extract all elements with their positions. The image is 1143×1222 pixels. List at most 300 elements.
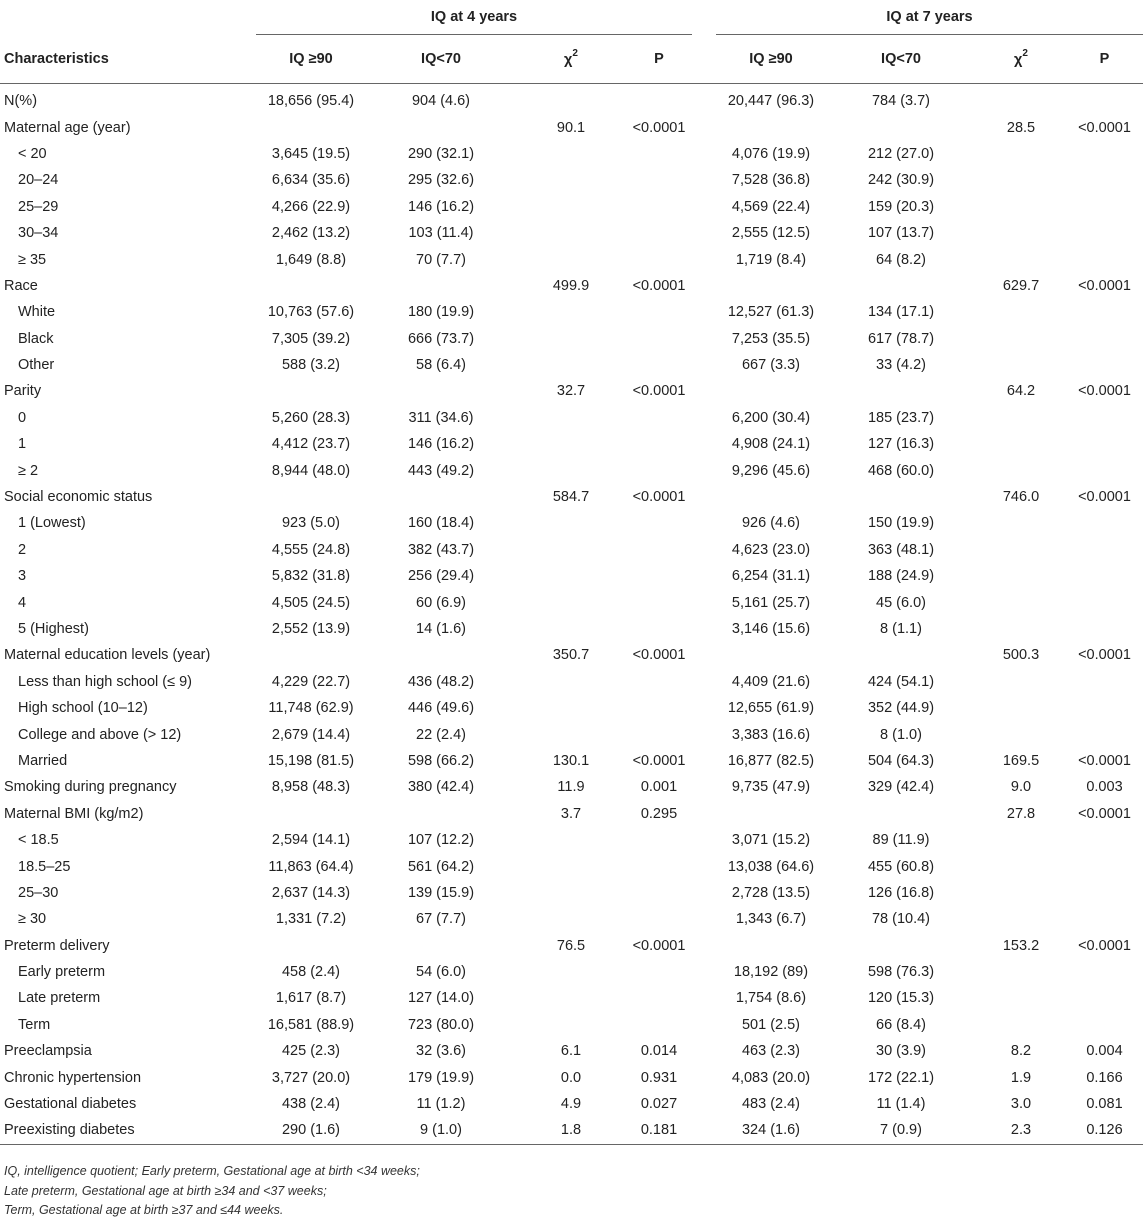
column-gap [692,1038,716,1064]
cell-iq-low-4y: 382 (43.7) [407,541,475,558]
cell-iq-high-4y: 290 (1.6) [256,1117,366,1144]
column-gap [692,1012,716,1038]
cell-p-7y [1066,669,1143,695]
cell-chi-square-4y [516,695,626,721]
cell-iq-low-4y [366,378,516,404]
row-label: ≥ 30 [18,911,47,928]
cell-iq-high-7y: 18,192 (89) [733,964,809,981]
cell-chi-square-4y [516,194,626,220]
column-gap [692,774,716,800]
cell-p-4y: <0.0001 [632,119,686,136]
cell-chi-square-7y [976,906,1066,932]
cell-p-4y [626,299,692,325]
cell-iq-high-7y: 12,527 (61.3) [727,304,815,321]
cell-iq-high-7y: 16,877 (82.5) [727,752,815,769]
table-row [0,484,1143,510]
column-gap [692,933,716,959]
cell-iq-low-4y: 22 (2.4) [416,726,466,743]
table-row [0,563,1143,589]
column-gap [692,84,716,115]
header-p-7y: P [1066,35,1143,84]
cell-p-7y [1066,220,1143,246]
cell-chi-square-4y [516,167,626,193]
cell-chi-square-7y [976,537,1066,563]
cell-p-4y [626,167,692,193]
cell-p-7y [1066,827,1143,853]
cell-p-7y [1066,1012,1143,1038]
table-header [0,0,1143,84]
cell-p-7y [1066,431,1143,457]
cell-p-4y: 0.295 [640,805,678,822]
cell-iq-high-4y: 4,229 (22.7) [271,673,351,690]
cell-p-4y: <0.0001 [632,489,686,506]
table-row [0,933,1143,959]
table-row [0,774,1143,800]
cell-chi-square-7y: 64.2 [1006,383,1036,400]
cell-iq-low-7y: 784 (3.7) [871,93,931,110]
cell-iq-high-7y: 7,253 (35.5) [731,330,811,347]
cell-iq-low-4y: 11 (1.2) [416,1096,466,1113]
cell-iq-high-7y: 12,655 (61.9) [727,700,815,717]
column-gap [692,220,716,246]
cell-p-7y: <0.0001 [1078,805,1131,822]
cell-chi-square-4y: 584.7 [552,489,590,506]
table-row [0,378,1143,404]
cell-chi-square-4y [516,431,626,457]
cell-iq-high-4y: 15,198 (81.5) [267,752,355,769]
cell-chi-square-4y [516,563,626,589]
row-label: High school (10–12) [18,700,148,717]
header-p-4y: P [626,35,692,84]
cell-iq-low-7y: 66 (8.4) [876,1016,926,1033]
cell-p-4y [626,537,692,563]
cell-p-4y [626,906,692,932]
cell-iq-low-4y: 60 (6.9) [416,594,466,611]
cell-p-4y [626,84,692,115]
cell-iq-high-4y: 425 (2.3) [281,1043,341,1060]
cell-chi-square-4y [516,299,626,325]
cell-iq-high-4y: 2,594 (14.1) [271,832,351,849]
row-label: < 20 [18,145,47,162]
cell-p-7y [1066,84,1143,115]
cell-chi-square-7y [976,1012,1066,1038]
cell-iq-low-4y: 598 (66.2) [407,752,475,769]
cell-iq-high-7y: 5,161 (25.7) [731,594,811,611]
cell-p-4y [626,721,692,747]
cell-chi-square-7y: 629.7 [1002,277,1040,294]
cell-iq-high-4y: 6,634 (35.6) [271,172,351,189]
cell-iq-high-7y: 3,071 (15.2) [731,832,811,849]
column-gap [692,246,716,272]
header-iq-low-7y: IQ<70 [826,35,976,84]
table-row [0,326,1143,352]
cell-p-4y: 0.027 [640,1096,678,1113]
cell-iq-low-4y: 295 (32.6) [407,172,475,189]
cell-iq-high-4y: 10,763 (57.6) [267,304,355,321]
chi-superscript: 2 [1022,48,1028,60]
table-row [0,748,1143,774]
cell-p-4y [626,246,692,272]
cell-iq-low-7y: 89 (11.9) [872,832,930,849]
header-gap [692,35,716,84]
cell-p-4y: 0.181 [626,1117,692,1144]
table-row [0,853,1143,879]
cell-iq-high-7y: 4,569 (22.4) [731,198,811,215]
cell-p-7y: 0.004 [1086,1043,1123,1060]
row-label: Chronic hypertension [4,1069,142,1086]
table-row [0,194,1143,220]
cell-iq-low-7y: 468 (60.0) [867,462,935,479]
column-gap [692,141,716,167]
cell-iq-low-7y: 33 (4.2) [876,357,926,374]
cell-p-4y [626,326,692,352]
cell-chi-square-7y [976,194,1066,220]
cell-p-4y: <0.0001 [632,383,686,400]
cell-p-7y [1066,352,1143,378]
cell-chi-square-7y: 2.3 [976,1117,1066,1144]
cell-chi-square-4y: 130.1 [552,752,590,769]
cell-chi-square-7y [976,457,1066,483]
table-row [0,1117,1143,1144]
cell-iq-low-4y: 127 (14.0) [407,990,475,1007]
row-label: 4 [18,594,27,611]
table-row [0,827,1143,853]
cell-chi-square-4y [516,959,626,985]
cell-chi-square-4y: 350.7 [552,647,590,664]
table-row [0,589,1143,615]
cell-iq-high-7y: 1,754 (8.6) [735,990,807,1007]
cell-p-7y: <0.0001 [1078,937,1131,954]
cell-iq-low-4y: 311 (34.6) [408,409,474,426]
cell-p-4y [626,959,692,985]
cell-p-7y: <0.0001 [1078,489,1131,506]
cell-iq-high-7y: 13,038 (64.6) [727,858,815,875]
cell-chi-square-7y [976,405,1066,431]
cell-iq-high-4y [256,273,366,299]
cell-chi-square-7y [976,985,1066,1011]
cell-iq-high-7y: 501 (2.5) [741,1016,801,1033]
cell-iq-low-7y: 188 (24.9) [867,568,935,585]
cell-iq-high-7y: 926 (4.6) [741,515,801,532]
cell-chi-square-4y [516,1012,626,1038]
cell-iq-high-7y: 324 (1.6) [716,1117,826,1144]
cell-iq-high-4y: 1,649 (8.8) [275,251,347,268]
cell-chi-square-4y: 1.8 [516,1117,626,1144]
header-iq-low-4y: IQ<70 [366,35,516,84]
cell-iq-low-7y: 7 (0.9) [826,1117,976,1144]
column-gap [692,748,716,774]
column-gap [692,352,716,378]
table-row [0,537,1143,563]
row-label: 25–29 [18,198,59,215]
cell-chi-square-4y [516,985,626,1011]
cell-iq-low-4y [366,933,516,959]
cell-iq-low-4y: 160 (18.4) [407,515,475,532]
row-label: 0 [18,409,27,426]
column-gap [692,194,716,220]
table-footnotes [4,1162,420,1221]
cell-iq-low-4y: 139 (15.9) [407,884,475,901]
cell-p-7y [1066,589,1143,615]
row-label: Black [18,330,54,347]
table-row [0,352,1143,378]
cell-p-7y [1066,906,1143,932]
cell-iq-high-4y [256,114,366,140]
cell-iq-low-7y: 242 (30.9) [867,172,935,189]
cell-iq-low-4y [366,114,516,140]
cell-p-7y [1066,695,1143,721]
cell-iq-high-4y: 438 (2.4) [281,1096,341,1113]
table-row [0,167,1143,193]
table-row [0,141,1143,167]
cell-iq-high-4y: 2,462 (13.2) [271,225,351,242]
cell-p-7y: <0.0001 [1078,383,1131,400]
cell-iq-low-7y: 127 (16.3) [867,436,935,453]
cell-iq-high-7y: 1,343 (6.7) [735,911,807,928]
cell-chi-square-4y [516,669,626,695]
cell-iq-high-4y [256,933,366,959]
cell-p-7y: 0.081 [1086,1096,1123,1113]
table-row [0,405,1143,431]
cell-iq-low-4y: 179 (19.9) [407,1069,475,1086]
cell-chi-square-7y [976,299,1066,325]
row-label: < 18.5 [18,832,59,849]
cell-iq-high-7y: 4,076 (19.9) [731,145,811,162]
cell-chi-square-4y [516,616,626,642]
cell-iq-low-7y: 64 (8.2) [876,251,926,268]
cell-iq-high-7y: 4,409 (21.6) [731,673,811,690]
cell-iq-low-7y: 424 (54.1) [867,673,935,690]
column-gap [692,880,716,906]
table-row [0,669,1143,695]
cell-iq-low-4y: 14 (1.6) [416,621,466,637]
cell-iq-high-4y: 588 (3.2) [281,357,341,374]
cell-p-7y [1066,457,1143,483]
cell-iq-low-7y: 45 (6.0) [876,594,926,611]
cell-p-7y [1066,616,1143,642]
table-row [0,959,1143,985]
column-gap [692,537,716,563]
cell-chi-square-4y [516,510,626,536]
cell-chi-square-7y [976,431,1066,457]
cell-chi-square-7y: 27.8 [1006,805,1036,822]
cell-iq-high-7y: 4,083 (20.0) [731,1069,811,1086]
row-label: Term [18,1016,51,1033]
column-gap [692,589,716,615]
group-header-7-years: IQ at 7 years [716,0,1143,35]
cell-p-7y [1066,141,1143,167]
cell-iq-high-4y: 4,505 (24.5) [271,594,351,611]
cell-iq-low-4y: 904 (4.6) [411,93,471,110]
cell-chi-square-7y [976,563,1066,589]
cell-p-7y: 0.003 [1086,779,1123,796]
cell-iq-high-7y: 3,146 (15.6) [731,621,811,637]
cell-chi-square-4y: 0.0 [560,1069,582,1086]
column-gap [692,326,716,352]
cell-iq-high-7y: 4,623 (23.0) [731,541,811,558]
row-label: Less than high school (≤ 9) [18,673,192,690]
cell-iq-low-4y: 290 (32.1) [407,145,475,162]
cell-iq-low-7y: 363 (48.1) [867,541,935,558]
cell-p-7y [1066,959,1143,985]
cell-iq-high-4y: 3,727 (20.0) [271,1069,351,1086]
cell-chi-square-4y [516,906,626,932]
table-row [0,246,1143,272]
row-label: ≥ 35 [18,251,47,268]
table-row [0,114,1143,140]
table-row [0,801,1143,827]
cell-iq-high-7y: 463 (2.3) [741,1043,801,1060]
cell-iq-low-7y [826,484,976,510]
cell-iq-low-4y: 380 (42.4) [407,779,475,796]
cell-iq-low-4y: 256 (29.4) [407,568,475,585]
cell-iq-high-4y: 8,944 (48.0) [271,462,351,479]
cell-p-4y [626,880,692,906]
table-row [0,906,1143,932]
cell-iq-low-7y: 172 (22.1) [867,1069,935,1086]
cell-iq-high-4y: 5,260 (28.3) [271,409,351,426]
cell-iq-low-7y: 126 (16.8) [867,884,935,901]
cell-iq-low-4y: 561 (64.2) [407,858,475,875]
cell-chi-square-4y: 3.7 [560,805,582,822]
cell-chi-square-7y [976,959,1066,985]
cell-iq-low-7y: 120 (15.3) [867,990,935,1007]
cell-iq-high-4y: 11,863 (64.4) [268,858,354,875]
column-gap [692,616,716,642]
cell-iq-high-4y: 2,679 (14.4) [271,726,351,743]
row-label: ≥ 2 [18,462,39,479]
column-gap [692,167,716,193]
cell-p-4y: <0.0001 [632,937,686,954]
cell-p-4y [626,563,692,589]
cell-iq-low-7y: 212 (27.0) [867,145,935,162]
cell-iq-low-4y: 443 (49.2) [407,462,475,479]
cell-p-4y: 0.001 [640,779,678,796]
cell-iq-low-7y: 329 (42.4) [867,779,935,796]
cell-chi-square-7y: 8.2 [1010,1043,1032,1060]
column-gap [692,510,716,536]
cell-p-7y [1066,246,1143,272]
cell-iq-low-7y: 8 (1.1) [880,621,922,637]
cell-iq-low-7y: 150 (19.9) [867,515,935,532]
column-gap [692,299,716,325]
cell-iq-high-4y: 2,552 (13.9) [271,621,351,637]
cell-p-4y [626,457,692,483]
cell-iq-high-4y: 1,617 (8.7) [275,990,347,1007]
table-row [0,84,1143,115]
cell-iq-low-7y: 30 (3.9) [876,1043,926,1060]
column-gap [692,273,716,299]
table-row [0,299,1143,325]
cell-p-4y [626,510,692,536]
cell-iq-high-7y: 1,719 (8.4) [735,251,807,268]
column-gap [692,378,716,404]
table-row [0,642,1143,668]
cell-iq-low-4y: 103 (11.4) [408,225,474,242]
cell-p-4y: <0.0001 [632,647,686,664]
chi-superscript: 2 [572,48,578,60]
cell-chi-square-4y [516,352,626,378]
row-label: Maternal age (year) [4,119,131,136]
cell-chi-square-7y [976,880,1066,906]
cell-iq-low-4y: 107 (12.2) [407,832,475,849]
table-row [0,880,1143,906]
header-chi-square-7y [976,35,1066,84]
cell-iq-high-4y: 458 (2.4) [281,964,341,981]
cell-p-4y [626,194,692,220]
cell-iq-high-7y [716,933,826,959]
column-gap [692,457,716,483]
cell-chi-square-7y [976,589,1066,615]
cell-iq-high-7y [716,378,826,404]
cell-iq-low-7y [826,642,976,668]
cell-iq-high-7y: 20,447 (96.3) [727,93,815,110]
column-gap [692,827,716,853]
cell-chi-square-4y: 90.1 [556,119,586,136]
cell-iq-low-7y: 455 (60.8) [867,858,935,875]
cell-iq-high-7y: 9,296 (45.6) [731,462,811,479]
row-label: Preterm delivery [4,937,110,954]
cell-p-4y [626,220,692,246]
row-label: 18.5–25 [18,858,71,875]
cell-iq-high-4y: 11,748 (62.9) [268,700,354,717]
cell-p-4y: <0.0001 [632,277,686,294]
cell-chi-square-7y: 746.0 [1002,489,1040,506]
cell-iq-high-4y: 5,832 (31.8) [271,568,351,585]
cell-iq-high-7y [716,801,826,827]
cell-iq-low-4y: 180 (19.9) [407,304,475,321]
row-label: 1 [18,436,27,453]
cell-chi-square-7y: 500.3 [1002,647,1040,664]
cell-chi-square-4y [516,721,626,747]
cell-p-4y [626,853,692,879]
cell-chi-square-4y [516,880,626,906]
row-label: 30–34 [18,225,59,242]
cell-chi-square-7y [976,853,1066,879]
table-row [0,273,1143,299]
column-gap [692,405,716,431]
row-label: Race [4,277,38,294]
cell-iq-low-4y [366,273,516,299]
column-gap [692,721,716,747]
cell-chi-square-4y [516,405,626,431]
cell-iq-high-4y: 1,331 (7.2) [275,911,347,928]
cell-chi-square-7y: 3.0 [1010,1096,1032,1113]
cell-iq-low-7y: 8 (1.0) [880,726,922,743]
cell-iq-high-7y: 483 (2.4) [741,1096,801,1113]
cell-iq-low-7y [826,114,976,140]
cell-iq-high-4y: 3,645 (19.5) [271,145,351,162]
cell-iq-low-4y: 67 (7.7) [416,911,466,928]
cell-chi-square-7y: 28.5 [1006,119,1036,136]
cell-iq-low-4y: 146 (16.2) [407,436,475,453]
cell-chi-square-7y [976,695,1066,721]
cell-chi-square-4y [516,853,626,879]
cell-iq-low-7y: 107 (13.7) [867,225,935,242]
cell-iq-low-7y [826,933,976,959]
cell-p-7y [1066,537,1143,563]
cell-iq-low-4y: 9 (1.0) [366,1117,516,1144]
column-gap [692,853,716,879]
cell-p-4y: <0.0001 [632,752,686,769]
column-gap [692,642,716,668]
row-label: College and above (> 12) [18,726,182,743]
column-gap [692,484,716,510]
table-row [0,1038,1143,1064]
row-label: Late preterm [18,990,101,1007]
cell-iq-high-4y [256,801,366,827]
cell-p-7y [1066,985,1143,1011]
